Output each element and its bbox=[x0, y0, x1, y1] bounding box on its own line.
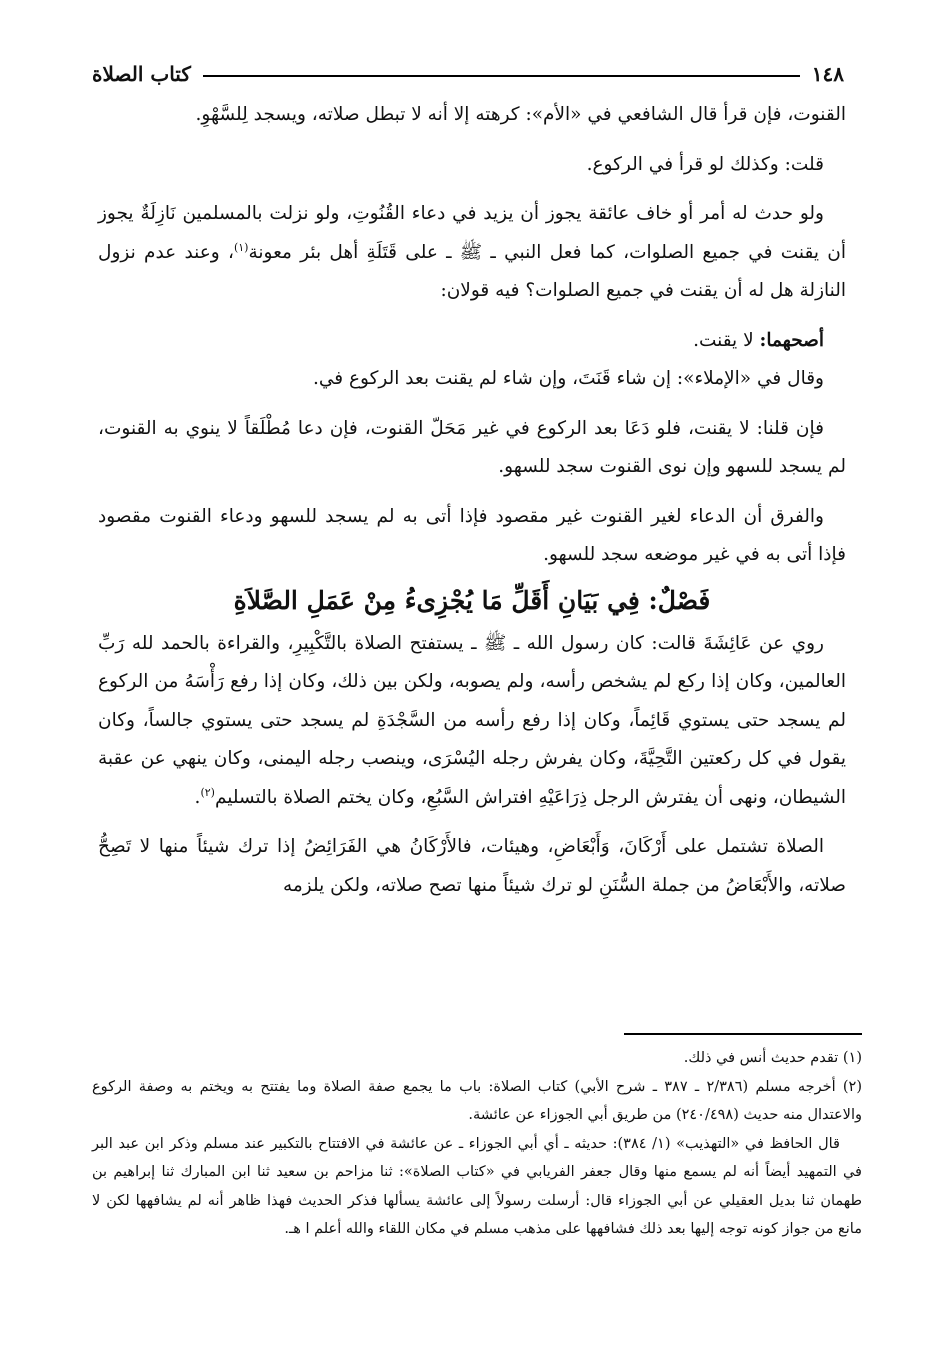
paragraph: القنوت، فإن قرأ قال الشافعي في «الأم»: كرهته إلا أنه لا تبطل صلاته، ويسجد لِلسَّهْوِ. bbox=[195, 104, 846, 125]
paragraph: فإن قلنا: لا يقنت، فلو دَعَا بعد الركوع في غير مَحَلّ القنوت، فإن دعا مُطْلَقاً لا ينوي به القنوت، لم يسجد للسهو وإن نوى القنوت سجد للسهو. bbox=[98, 417, 846, 477]
main-text bbox=[98, 96, 846, 905]
paragraph: وقال في «الإملاء»: إن شاء قَنَتَ، وإن شاء لم يقنت بعد الركوع في. bbox=[312, 368, 824, 389]
paragraph-text: لا يقنت. bbox=[693, 329, 760, 351]
section-title: فَصْلٌ: فِي بَيَانِ أَقَلِّ مَا يُجْزِىءُ مِنْ عَمَلِ الصَّلاَةِ bbox=[233, 585, 711, 615]
footnote-divider bbox=[624, 1033, 862, 1035]
running-title: كتاب الصلاة bbox=[92, 62, 191, 86]
paragraph-text: ولو حدث له أمر أو خاف عائقة يجوز أن يزيد في دعاء القُنُوتِ، ولو نزلت بالمسلمين نَازِلَةٌ يجوز أن يقنت في جميع الصلوات، كما فعل النبي ـ ﷺ ـ على قَتَلَةِ أهل بئر معونة bbox=[98, 203, 846, 263]
page-header bbox=[92, 58, 844, 90]
page-number: ١٤٨ bbox=[811, 62, 844, 86]
paragraph bbox=[98, 195, 846, 311]
footnote-ref: (٢) bbox=[200, 785, 215, 799]
paragraph: قلت: وكذلك لو قرأ في الركوع. bbox=[586, 153, 824, 175]
header-rule bbox=[203, 75, 800, 77]
footnote: (١) تقدم حديث أنس في ذلك. bbox=[683, 1050, 862, 1066]
footnote-ref: (١) bbox=[233, 240, 249, 254]
paragraph-text: روي عن عَائِشَةَ قالت: كان رسول الله ـ ﷺ ـ يستفتح الصلاة بالتَّكْبِيرِ، والقراءة بالحمد لله رَبِّ العالمين، وكان إذا ركع لم يشخص رأسه، ولم يصوبه، ولكن بين ذلك، وكان إذا رفع رَأْسَهُ من الركوع لم يسجد حتى يستوي قَائِماً، وكان إذا رفع رأسه من السَّجْدَةِ لم يسجد حتى يستوي جالساً، وكان يقول في كل ركعتين التَّحِيَّةَ، وكان يفرش رجله اليُسْرَى، وينصب رجله اليمنى، وكان ينهي عن عقبة الشيطان، ونهى أن يفترش الرجل ذِرَاعَيْهِ افتراش السَّبُعِ، وكان يختم الصلاة بالتسليم bbox=[98, 632, 846, 808]
paragraph: والفرق أن الدعاء لغير القنوت غير مقصود فإذا أتى به لم يسجد للسهو ودعاء القنوت مقصود فإذا أتى به في غير موضعه سجد للسهو. bbox=[98, 505, 846, 565]
footnote: قال الحافظ في «التهذيب» (١/ ٣٨٤): حديثه ـ أي أبي الجوزاء ـ عن عائشة في الافتتاح بالتكبير عند مسلم وذكر ابن عبد البر في التمهيد أيضاً أنه لم يسمع منها وقال جعفر الفريابي في «كتاب الصلاة»: ثنا مزاحم بن سعيد ثنا ابن المبارك ثنا إبراهيم بن طهمان ثنا بديل العقيلي عن أبي الجوزاء قال: أرسلت رسولاً إلى عائشة يسألها فذكر الحديث فهذا ظاهر أنه لم يشافهها لكن لا مانع من جواز كونه توجه إليها بعد ذلك فشافهها على مذهب مسلم في مكان اللقاء والله أعلم ا هـ. bbox=[92, 1135, 862, 1237]
bold-term: أصحهما: bbox=[759, 329, 824, 351]
paragraph-text: ، وعند عدم نزول النازلة هل له أن يقنت في جميع الصلوات؟ فيه قولان: bbox=[98, 241, 846, 301]
paragraph bbox=[98, 322, 846, 361]
paragraph: الصلاة تشتمل على أَرْكَانَ، وَأَبْعَاضِ، وهيئات، فالأَرْكَانُ هي الفَرَائِضُ إذا ترك شيئاً منها لا تَصِحُّ صلاته، والأَبْعَاضُ من جملة السُّنَنِ لو ترك شيئاً منها تصح صلاته، ولكن يلزمه bbox=[98, 836, 846, 896]
paragraph bbox=[98, 625, 846, 818]
footnotes bbox=[92, 1044, 862, 1244]
paragraph-text: . bbox=[194, 786, 201, 808]
footnote: (٢) أخرجه مسلم (٢/٣٨٦ ـ ٣٨٧ ـ شرح الأبي) كتاب الصلاة: باب ما يجمع صفة الصلاة وما يفتتح به ويختم به وصفة الركوع والاعتدال منه حديث (٢٤٠/٤٩٨) من طريق أبي الجوزاء عن عائشة. bbox=[92, 1078, 863, 1123]
